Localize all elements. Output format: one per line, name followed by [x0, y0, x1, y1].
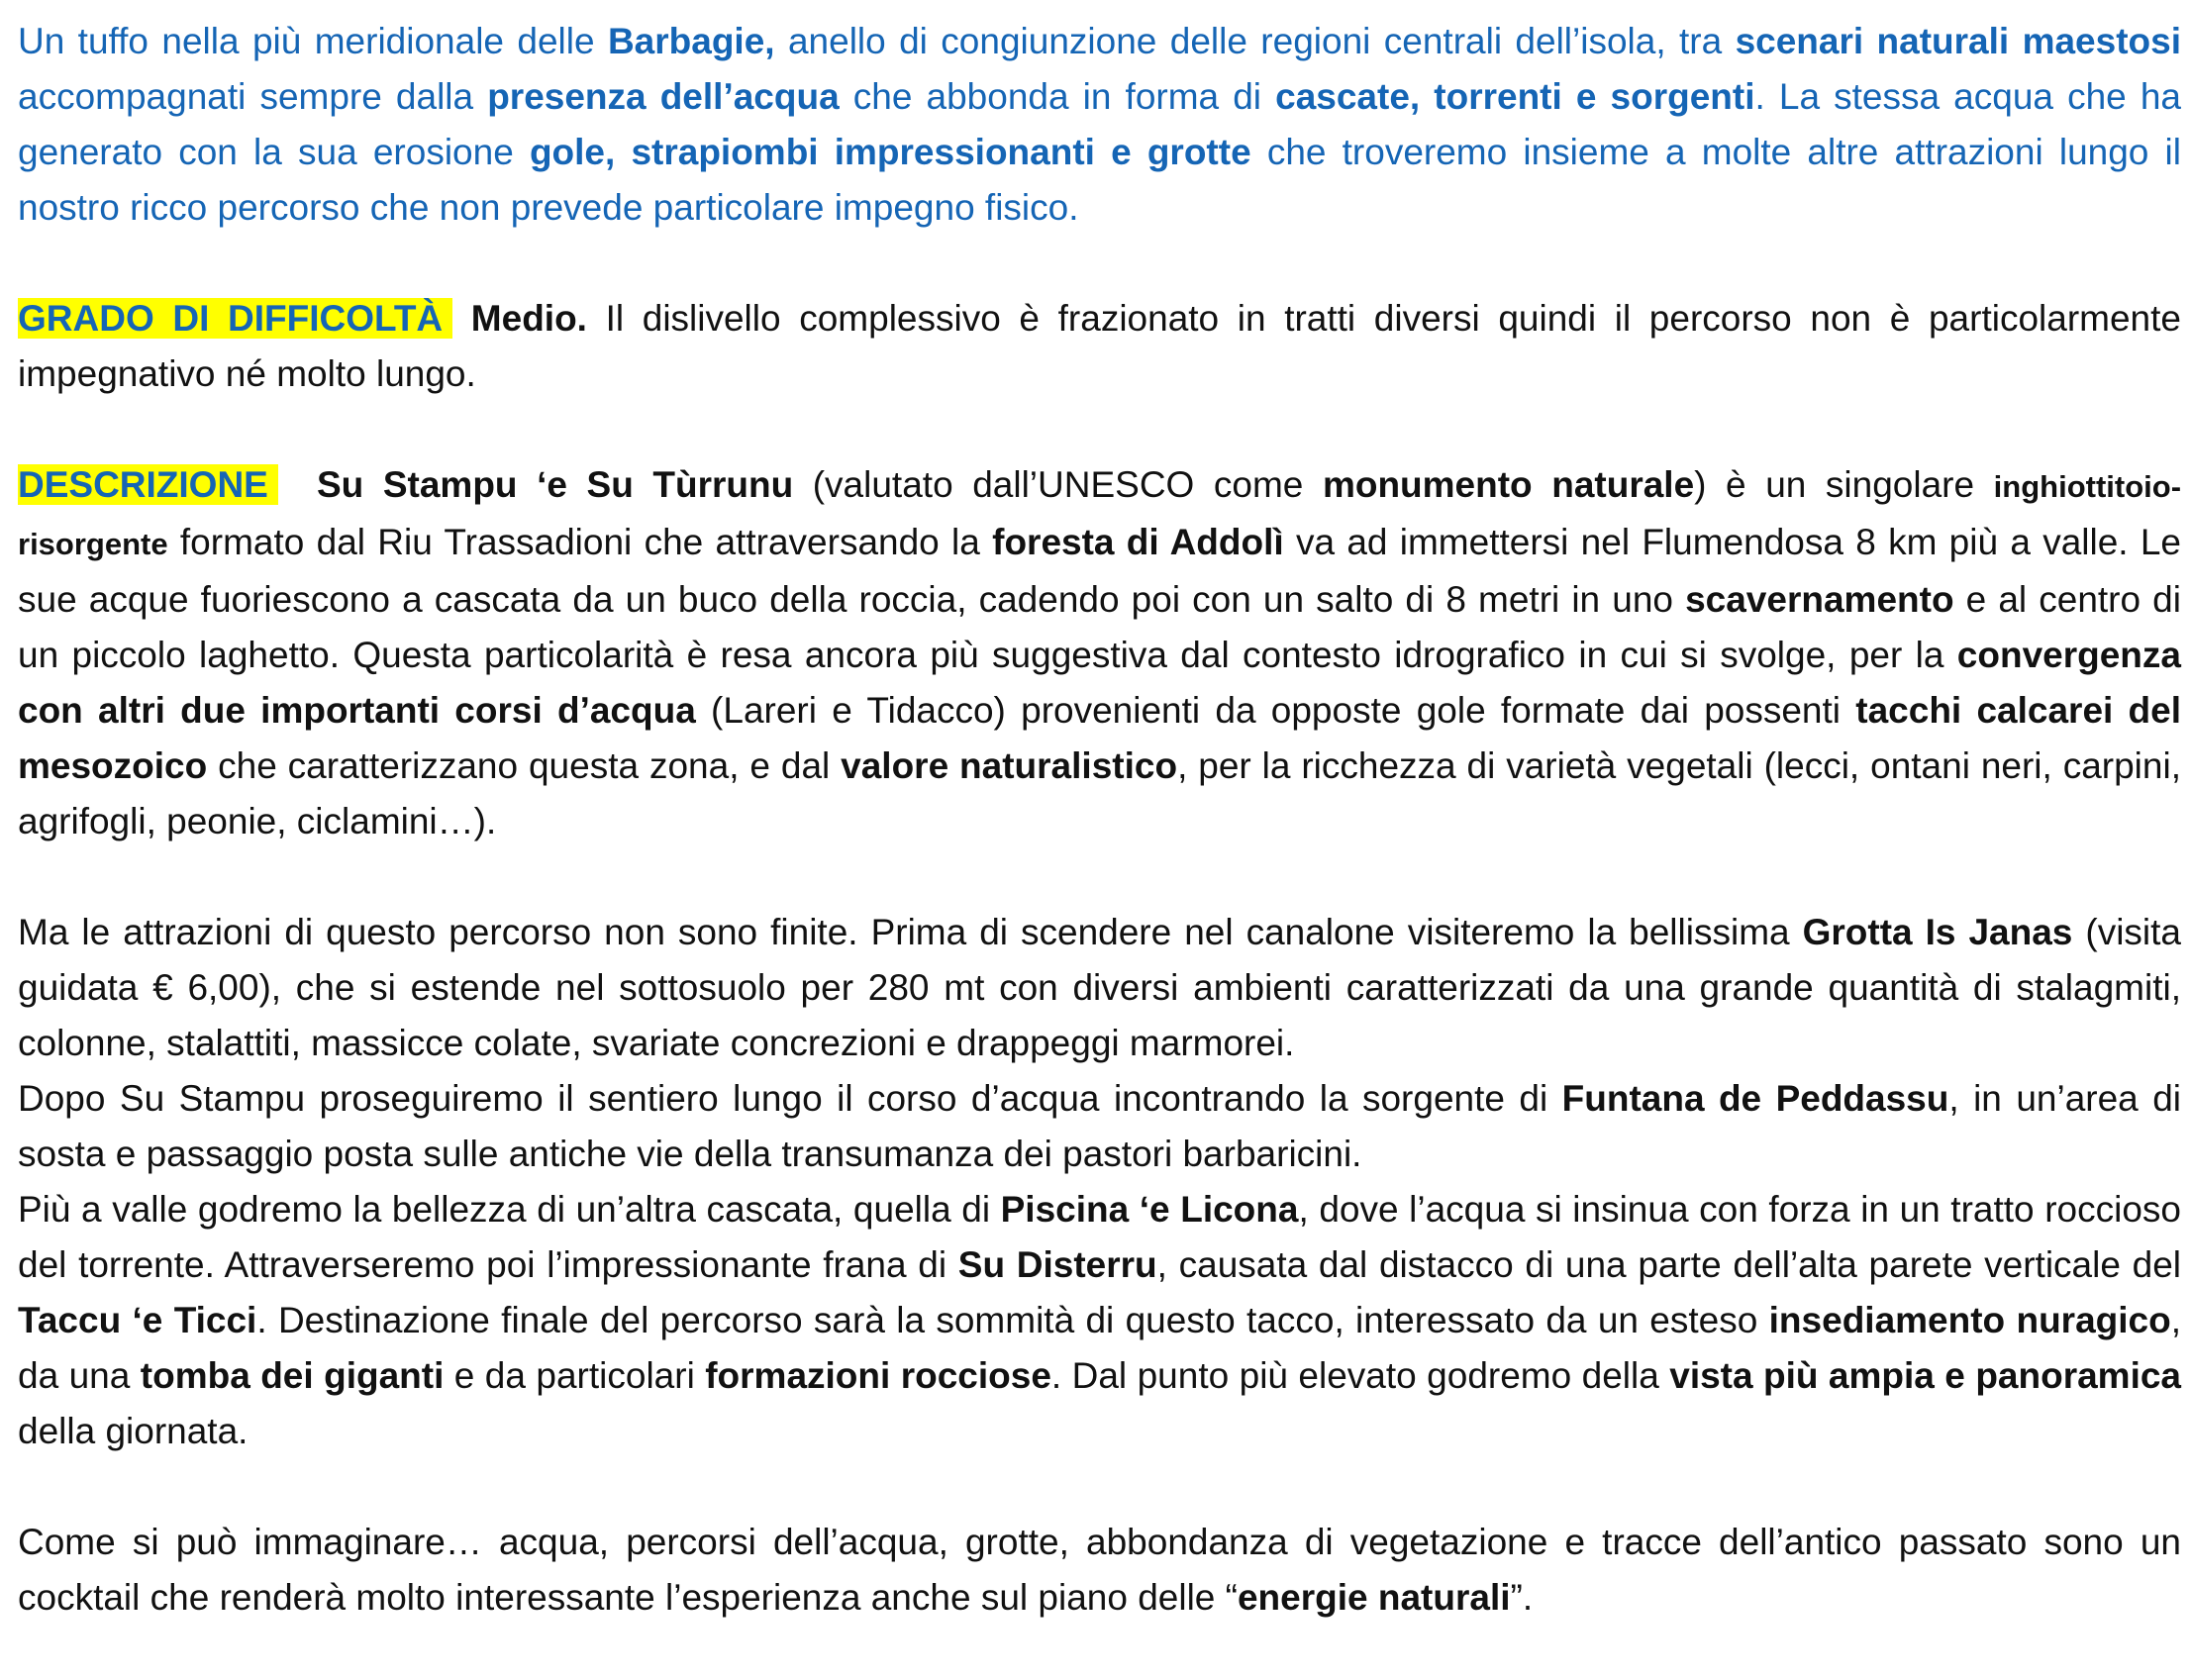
attractions-text: , causata dal distacco di una parte dell’alta parete verticale del: [1156, 1244, 2181, 1285]
attractions-text: , da una: [18, 1300, 2181, 1396]
attractions-text: della giornata.: [18, 1411, 249, 1451]
difficulty-paragraph: [18, 291, 2181, 402]
attractions-text: . Destinazione finale del percorso sarà la sommità di questo tacco, interessato da un esteso: [256, 1300, 1769, 1340]
description-paragraph: [18, 457, 2181, 849]
intro-text: che troveremo insieme a molte altre attrazioni lungo il nostro ricco percorso che non prevede particolare impegno fisico.: [18, 132, 2181, 228]
attractions-text: (visita guidata € 6,00), che si estende nel sottosuolo per 280 mt con diversi ambienti caratterizzati da una grande quantità di stalagmiti, colonne, stalattiti, massicce colate, svariate concrezioni e drappeggi marmorei.: [18, 912, 2181, 1063]
attractions-text: . Dal punto più elevato godremo della: [1050, 1355, 1670, 1396]
description-bold: tacchi calcarei del mesozoico: [18, 690, 2182, 786]
attractions-bold: Piscina ‘e Licona: [1000, 1189, 1299, 1230]
attractions-paragraph-1: [18, 905, 2181, 1071]
description-text: ) è un singolare: [1694, 464, 1994, 505]
description-bold: inghiottitoio-risorgente: [18, 469, 2182, 561]
closing-paragraph: [18, 1515, 2181, 1626]
description-bold: scavernamento: [1685, 579, 1954, 620]
attractions-text: Più a valle godremo la bellezza di un’altra cascata, quella di: [18, 1189, 1001, 1230]
description-bold: monumento naturale: [1322, 464, 1695, 505]
intro-bold: scenari naturali maestosi: [1735, 21, 2181, 61]
description-text: che caratterizzano questa zona, e dal: [207, 745, 842, 786]
description-label: DESCRIZIONE: [18, 464, 278, 505]
description-text: formato dal Riu Trassadioni che attraversando la: [167, 522, 993, 562]
difficulty-level: Medio.: [470, 298, 587, 339]
difficulty-label: GRADO DI DIFFICOLTÀ: [18, 298, 452, 339]
attractions-text: , dove l’acqua si insinua con forza in un tratto roccioso del torrente. Attraverseremo poi l’impressionante frana di: [18, 1189, 2181, 1285]
attractions-text: , in un’area di sosta e passaggio posta sulle antiche vie della transumanza dei pastori barbaricini.: [18, 1078, 2181, 1174]
attractions-bold: vista più ampia e panoramica: [1669, 1355, 2182, 1396]
intro-text: Un tuffo nella più meridionale delle: [18, 21, 608, 61]
description-text: va ad immettersi nel Flumendosa 8 km più a valle. Le sue acque fuoriescono a cascata da un buco della roccia, cadendo poi con un salto di 8 metri in uno: [18, 522, 2182, 620]
intro-paragraph: [18, 14, 2181, 236]
description-text: (valutato dall’UNESCO come: [793, 464, 1323, 505]
description-bold: foresta di Addolì: [992, 522, 1284, 562]
attractions-bold: formazioni rocciose: [705, 1355, 1051, 1396]
intro-bold: gole, strapiombi impressionanti e grotte: [529, 132, 1251, 172]
description-bold: Su Stampu ‘e Su Tùrrunu: [317, 464, 794, 505]
intro-text: . La stessa acqua che ha generato con la sua erosione: [18, 76, 2181, 172]
difficulty-text: Il dislivello complessivo è frazionato in tratti diversi quindi il percorso non è particolarmente impegnativo né molto lungo.: [18, 298, 2181, 394]
attractions-text: Dopo Su Stampu proseguiremo il sentiero lungo il corso d’acqua incontrando la sorgente di: [18, 1078, 1562, 1119]
attractions-bold: Funtana de Peddassu: [1561, 1078, 1949, 1119]
description-text: , per la ricchezza di varietà vegetali (lecci, ontani neri, carpini, agrifogli, peonie, ciclamini…).: [18, 745, 2181, 841]
intro-bold: Barbagie,: [607, 21, 775, 61]
attractions-paragraph-2: [18, 1071, 2181, 1182]
intro-text: che abbonda in forma di: [839, 76, 1276, 117]
description-bold: convergenza con altri due importanti corsi d’acqua: [18, 635, 2181, 731]
attractions-text: e da particolari: [444, 1355, 706, 1396]
intro-text: anello di congiunzione delle regioni centrali dell’isola, tra: [774, 21, 1736, 61]
attractions-paragraph-3: [18, 1182, 2181, 1459]
attractions-bold: Taccu ‘e Ticci: [18, 1300, 257, 1340]
attractions-bold: tomba dei giganti: [140, 1355, 445, 1396]
attractions-bold: Su Disterru: [957, 1244, 1157, 1285]
attractions-bold: insediamento nuragico: [1768, 1300, 2171, 1340]
attractions-bold: Grotta Is Janas: [1802, 912, 2073, 952]
description-text: e al centro di un piccolo laghetto. Questa particolarità è resa ancora più suggestiva dal contesto idrografico in cui si svolge, per la: [18, 579, 2181, 675]
intro-bold: presenza dell’acqua: [487, 76, 840, 117]
description-text: (Lareri e Tidacco) provenienti da opposte gole formate dai possenti: [695, 690, 1856, 731]
intro-bold: cascate, torrenti e sorgenti: [1275, 76, 1755, 117]
description-bold: valore naturalistico: [841, 745, 1178, 786]
closing-text: Come si può immaginare… acqua, percorsi dell’acqua, grotte, abbondanza di vegetazione e tracce dell’antico passato sono un cocktail che renderà molto interessante l’esperienza anche sul piano delle “: [18, 1522, 2181, 1618]
intro-text: accompagnati sempre dalla: [18, 76, 488, 117]
closing-text: ”.: [1510, 1577, 1534, 1618]
closing-bold: energie naturali: [1237, 1577, 1511, 1618]
attractions-text: Ma le attrazioni di questo percorso non sono finite. Prima di scendere nel canalone visiteremo la bellissima: [18, 912, 1803, 952]
